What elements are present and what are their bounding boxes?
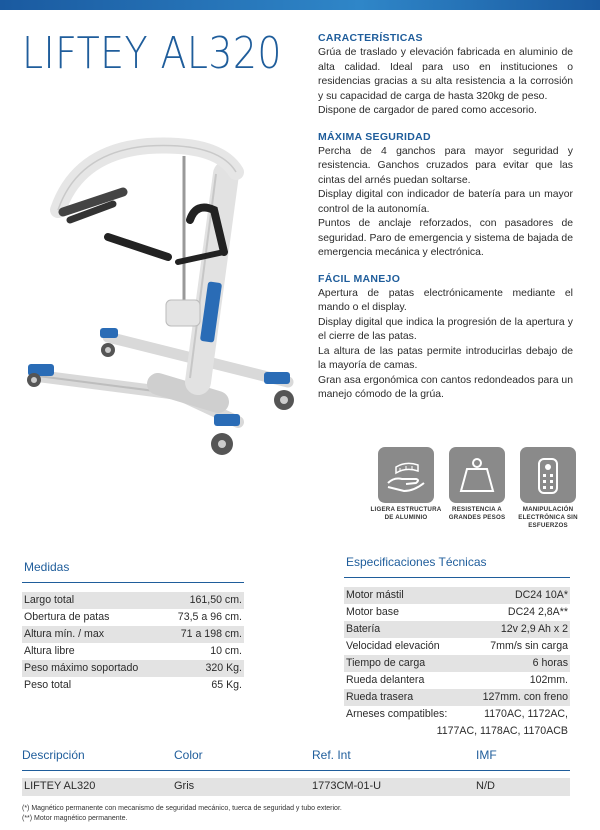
- row-label: Altura mín. / max: [24, 628, 105, 640]
- row-value: 7mm/s sin carga: [490, 640, 568, 652]
- feature-heading: CARACTERÍSTICAS: [318, 32, 423, 44]
- table-row: [344, 655, 570, 672]
- weight-icon: [449, 447, 505, 503]
- cell-description: LIFTEY AL320: [24, 780, 96, 792]
- row-value: 127mm. con freno: [482, 691, 568, 703]
- col-header-ref: Ref. Int: [312, 748, 351, 762]
- row-label: Peso máximo soportado: [24, 662, 139, 674]
- col-header-description: Descripción: [22, 748, 85, 762]
- row-value: DC24 10A*: [515, 589, 568, 601]
- divider: [344, 577, 570, 578]
- row-value: 10 cm.: [210, 645, 242, 657]
- feature-text: Apertura de patas electrónicamente mediante el mando o el display.: [318, 287, 573, 313]
- row-label: Rueda trasera: [346, 691, 414, 703]
- features-column: [318, 32, 573, 415]
- row-label: Altura libre: [24, 645, 75, 657]
- feature-characteristics: [318, 32, 573, 119]
- row-value: 320 Kg.: [205, 662, 242, 674]
- cell-ref: 1773CM-01-U: [312, 780, 382, 792]
- row-label: Rueda delantera: [346, 674, 425, 686]
- cell-color: Gris: [174, 780, 195, 792]
- feature-text: Grúa de traslado y elevación fabricada en aluminio de alta calidad. Ideal para uso en instituciones o residencias gracias a su alta resistencia a la corrosión y su capacidad de carga de hasta 320kg de peso.: [318, 47, 573, 102]
- feature-text: La altura de las patas permite introducirlas debajo de la mayoría de camas.: [318, 345, 573, 371]
- feature-easy-handling: [318, 273, 573, 403]
- table-row: [344, 604, 570, 621]
- row-label: Largo total: [24, 594, 75, 606]
- row-value: 12v 2,9 Ah x 2: [500, 623, 568, 635]
- top-banner: [0, 0, 600, 10]
- row-value: 6 horas: [532, 657, 568, 669]
- feature-text: Dispone de cargador de pared como accesorio.: [318, 105, 537, 116]
- feature-heading: MÁXIMA SEGURIDAD: [318, 130, 431, 143]
- table-row: [344, 638, 570, 655]
- table-row: [22, 626, 244, 643]
- table-row: [344, 689, 570, 706]
- table-row: [344, 706, 570, 723]
- feature-heading: FÁCIL MANEJO: [318, 272, 401, 285]
- row-label: Velocidad elevación: [346, 640, 440, 652]
- row-value: DC24 2,8A**: [507, 606, 568, 618]
- icon-label: RESISTENCIA A GRANDES PESOS: [448, 506, 506, 521]
- table-row: [22, 609, 244, 626]
- row-label: Arneses compatibles:: [346, 708, 448, 720]
- col-header-imf: IMF: [476, 748, 497, 762]
- specs-title: Especificaciones Técnicas: [346, 555, 487, 569]
- table-row: [344, 621, 570, 638]
- col-header-color: Color: [174, 748, 203, 762]
- row-value: 1170AC, 1172AC,: [484, 708, 568, 720]
- row-label: Peso total: [24, 679, 72, 691]
- table-row: [22, 677, 244, 694]
- table-row: [22, 643, 244, 660]
- feature-icons: [370, 447, 578, 537]
- footnote: (**) Motor magnético permanente.: [22, 815, 128, 822]
- feature-text: Percha de 4 ganchos para mayor seguridad y resistencia. Ganchos cruzados para evitar que las cintas del arnés puedan soltarse.: [318, 145, 573, 186]
- row-label: Tiempo de carga: [346, 657, 426, 669]
- feature-safety: [318, 131, 573, 261]
- product-title: LIFTEY AL320: [22, 28, 282, 79]
- feature-text: Display digital que indica la progresión de la apertura y el cierre de las patas.: [318, 316, 573, 342]
- footnote: (*) Magnético permanente con mecanismo de seguridad mecánico, tuerca de seguridad y tubo exterior.: [22, 805, 342, 812]
- table-row: [344, 587, 570, 604]
- row-label: Obertura de patas: [24, 611, 110, 623]
- feature-text: Gran asa ergonómica con cantos redondeados para un manejo cómodo de la grúa.: [318, 374, 573, 400]
- remote-control-icon: [520, 447, 576, 503]
- row-value: 65 Kg.: [211, 679, 242, 691]
- table-row: [22, 660, 244, 677]
- row-label: Motor base: [346, 606, 399, 618]
- row-value: 161,50 cm.: [189, 594, 242, 606]
- row-value: 102mm.: [529, 674, 568, 686]
- icon-label: MANIPULACIÓN ELECTRÓNICA SIN ESFUERZOS: [518, 506, 578, 529]
- divider: [22, 582, 244, 583]
- cell-imf: N/D: [476, 780, 495, 792]
- row-label: Batería: [346, 623, 381, 635]
- hand-lightweight-icon: [378, 447, 434, 503]
- row-label: Motor mástil: [346, 589, 404, 601]
- table-row: [344, 672, 570, 689]
- icon-label: LIGERA ESTRUCTURA DE ALUMINIO: [370, 506, 442, 521]
- table-row: [22, 592, 244, 609]
- row-value: 71 a 198 cm.: [180, 628, 242, 640]
- divider: [22, 770, 570, 771]
- table-row: [344, 723, 570, 740]
- patient-lift-image: [18, 132, 308, 472]
- row-value: 1177AC, 1178AC, 1170ACB: [436, 725, 568, 737]
- row-value: 73,5 a 96 cm.: [177, 611, 242, 623]
- measurements-title: Medidas: [24, 560, 70, 574]
- feature-text: Display digital con indicador de batería para un mayor control de la autonomía.: [318, 189, 573, 215]
- feature-text: Puntos de anclaje reforzados, con pasadores de seguridad. Paro de emergencia y sistema de bajada de emergencia mecánica y electrónica.: [318, 218, 573, 258]
